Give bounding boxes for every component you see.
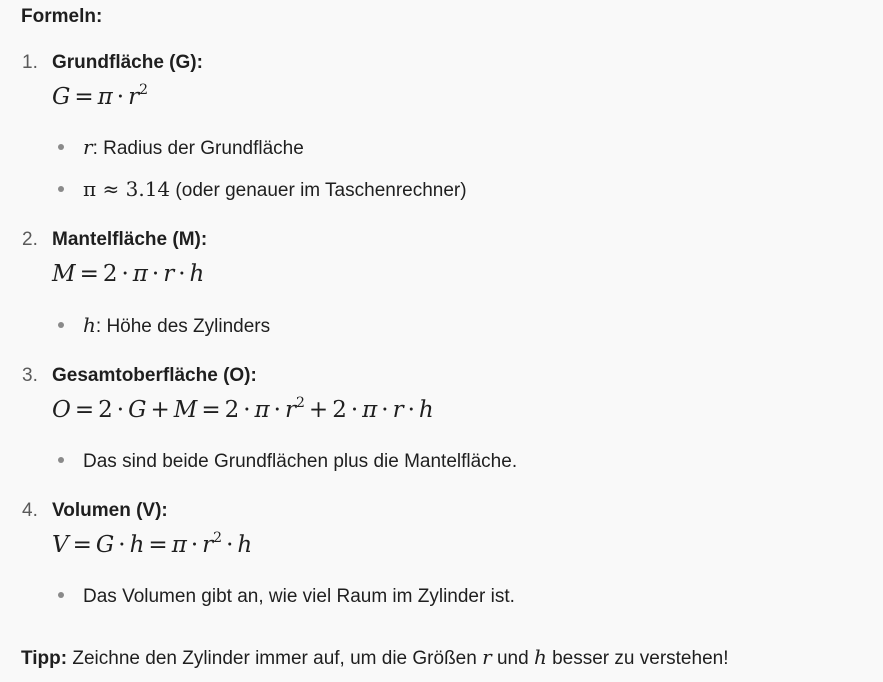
formula-grundflaeche: $G = \pi \cdot r^2$ [52,82,149,110]
tip-text: Zeichne den Zylinder immer auf, um die Größen [67,648,483,669]
list-item [58,177,467,203]
bullet-text: Das sind beide Grundflächen plus die Mantelfläche. [83,451,518,472]
item-label: Grundfläche (G): [52,52,203,73]
section-heading: Formeln: [21,6,103,27]
tip-label: Tipp: [21,648,68,669]
bullet-text: (oder genauer im Taschenrechner) [170,180,467,201]
list-number: 1. [22,52,38,73]
item-label: Gesamtoberfläche (O): [52,365,257,386]
tip-text: besser zu verstehen! [546,648,729,669]
math-expression: π ≈ 3.14 [83,177,171,201]
bullet-dot [58,186,64,192]
bullet-dot [58,322,64,328]
list-item [58,450,517,474]
formula-volumen: $V = G \cdot h = \pi \cdot r^2 \cdot h$ [52,530,253,558]
bullet-text: : Höhe des Zylinders [95,316,271,337]
tip-text: und [491,648,534,669]
math-variable: h [83,313,96,337]
item-label: Volumen (V): [52,500,168,521]
list-item [58,135,304,161]
bullet-dot [58,144,64,150]
math-variable: r [482,645,492,669]
list-item [58,585,515,609]
math-variable: r [83,135,93,159]
bullet-text: Das Volumen gibt an, wie viel Raum im Zylinder ist. [83,586,515,607]
bullet-dot [58,457,64,463]
list-number: 3. [22,365,38,386]
item-label: Mantelfläche (M): [52,229,208,250]
formula-gesamtoberflaeche: $O = 2 \cdot G + M = 2 \cdot \pi \cdot r^2 + 2 \cdot \pi \cdot r \cdot h$ [52,395,434,423]
tip-paragraph [21,645,728,671]
list-number: 2. [22,229,38,250]
formula-mantelflaeche: M = 2 · π · r · h [52,261,205,287]
list-number: 4. [22,500,38,521]
list-item [58,313,270,339]
math-variable: h [533,645,547,669]
bullet-text: : Radius der Grundfläche [92,138,304,159]
bullet-dot [58,592,64,598]
